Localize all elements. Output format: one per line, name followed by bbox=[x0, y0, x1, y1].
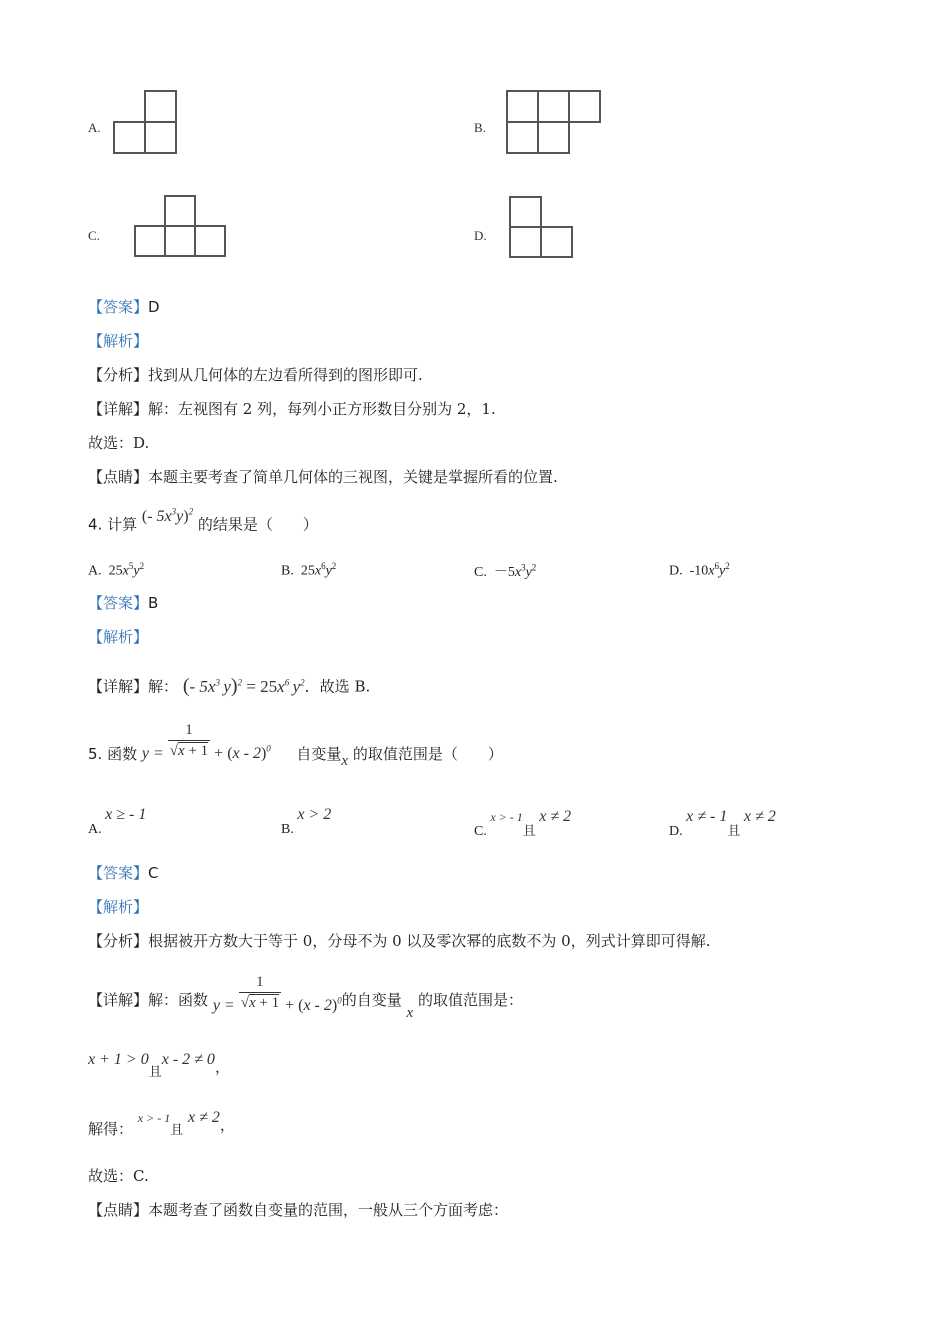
stem-expression: (- $5x^3y)^2$ bbox=[141, 507, 194, 526]
cube-view-b-icon bbox=[505, 89, 603, 155]
q4-option-b[interactable]: B. $25x^6y^2$ bbox=[281, 561, 337, 579]
q5-stem bbox=[88, 720, 503, 770]
q4-detail-line bbox=[88, 672, 370, 697]
question-number: 5. bbox=[88, 745, 103, 763]
answer-value: D bbox=[148, 298, 160, 316]
q4-answer-line bbox=[88, 593, 158, 613]
stem-mid: 自变量 bbox=[296, 745, 342, 763]
q3-fenxi-line bbox=[88, 365, 423, 385]
detail-function: y = $\frac{1}{√x + 1}$ + (x - 2)$^0$ bbox=[212, 974, 342, 1015]
condition-1: x + 1 > 0 bbox=[88, 1051, 149, 1068]
cube-view-a-icon bbox=[112, 89, 180, 155]
answer-tag: 【答案】 bbox=[88, 864, 149, 882]
solve-pre: 解得： bbox=[88, 1120, 134, 1138]
q5-fenxi-line bbox=[88, 931, 711, 951]
stem-post: 的取值范围是（ ） bbox=[352, 745, 503, 763]
fenxi-tag: 【分析】 bbox=[88, 932, 149, 950]
q5-detail-line bbox=[88, 972, 523, 1024]
comment-tag: 【点睛】 bbox=[88, 468, 149, 486]
q5-analysis-line bbox=[88, 897, 148, 917]
cube-view-d-icon bbox=[508, 195, 574, 259]
fenxi-tag: 【分析】 bbox=[88, 366, 149, 384]
answer-value: B bbox=[148, 594, 159, 612]
q5-solve-line: 解得： x > - 1且 x ≠ 2， bbox=[88, 1109, 235, 1138]
q3-option-c-label: C. bbox=[88, 228, 100, 243]
analysis-tag: 【解析】 bbox=[88, 628, 149, 646]
fenxi-text: 根据被开方数大于等于 0，分母不为 0 以及零次幂的底数不为 0，列式计算即可得解. bbox=[148, 932, 711, 950]
condition-2: x - 2 ≠ 0 bbox=[161, 1051, 215, 1068]
q4-stem bbox=[88, 507, 318, 535]
q4-option-d[interactable]: D. $-10x^6y^2$ bbox=[669, 561, 730, 579]
stem-variable: x bbox=[341, 753, 349, 769]
q5-choose-line: 故选：C. bbox=[88, 1167, 149, 1185]
q3-option-a-label: A. bbox=[88, 120, 101, 135]
comment-text: 本题考查了函数自变量的范围，一般从三个方面考虑： bbox=[148, 1201, 509, 1219]
cube-view-c-icon bbox=[133, 194, 229, 258]
q5-comment-line bbox=[88, 1200, 508, 1220]
q3-answer-line bbox=[88, 297, 160, 317]
q5-option-d[interactable]: D. x ≠ - 1且 x ≠ 2 bbox=[669, 808, 776, 839]
q3-choose-line: 故选：D. bbox=[88, 434, 150, 452]
detail-post: ．故选 B. bbox=[304, 677, 371, 696]
detail-variable: x bbox=[406, 1005, 414, 1021]
q5-option-c[interactable]: C. x > - 1且 x ≠ 2 bbox=[474, 808, 572, 839]
detail-pre: 解：函数 bbox=[148, 991, 209, 1009]
answer-value: C bbox=[148, 864, 159, 882]
q5-condition-line: x + 1 > 0且x - 2 ≠ 0， bbox=[88, 1051, 230, 1080]
analysis-tag: 【解析】 bbox=[88, 332, 149, 350]
stem-function: y = $\frac{1}{√x + 1}$ + (x - 2)$^0$ bbox=[141, 722, 271, 763]
q5-option-a[interactable]: A. x ≥ - 1 bbox=[88, 806, 147, 837]
detail-mid: 的自变量 bbox=[341, 991, 402, 1009]
q3-option-b-label: B. bbox=[474, 120, 486, 135]
comment-tag: 【点睛】 bbox=[88, 1201, 149, 1219]
analysis-tag: 【解析】 bbox=[88, 898, 149, 916]
question-number: 4. bbox=[88, 515, 103, 534]
detail-tag: 【详解】 bbox=[88, 991, 149, 1009]
stem-post: 的结果是（ ） bbox=[197, 515, 318, 534]
solve-2: x ≠ 2 bbox=[188, 1109, 220, 1126]
q4-option-a[interactable]: A. $25x^5y^2$ bbox=[88, 561, 145, 579]
detail-tag: 【详解】 bbox=[88, 677, 149, 696]
comment-text: 本题主要考查了简单几何体的三视图，关键是掌握所看的位置. bbox=[148, 468, 558, 486]
answer-tag: 【答案】 bbox=[88, 594, 149, 612]
q3-comment-line bbox=[88, 467, 558, 487]
detail-text: 解：左视图有 2 列，每列小正方形数目分别为 2，1. bbox=[148, 400, 496, 418]
stem-pre: 计算 bbox=[107, 515, 138, 534]
solve-1: x > - 1 bbox=[137, 1111, 171, 1125]
q4-analysis-line bbox=[88, 627, 148, 647]
detail-post: 的取值范围是： bbox=[417, 991, 523, 1009]
detail-expression: (- $5x^3$ $y)^2 = 25x^6$ $y^2$ bbox=[182, 674, 305, 697]
q4-option-c[interactable]: C. $-5x^3y^2$ bbox=[474, 562, 537, 580]
q5-answer-line bbox=[88, 863, 159, 883]
stem-pre: 函数 bbox=[107, 745, 138, 763]
detail-tag: 【详解】 bbox=[88, 400, 149, 418]
q5-option-b[interactable]: B. x > 2 bbox=[281, 806, 332, 837]
q3-option-d-label: D. bbox=[474, 228, 487, 243]
fenxi-text: 找到从几何体的左边看所得到的图形即可. bbox=[148, 366, 423, 384]
q3-detail-line bbox=[88, 399, 496, 419]
detail-pre: 解： bbox=[148, 677, 179, 696]
answer-tag: 【答案】 bbox=[88, 298, 149, 316]
q3-analysis-line bbox=[88, 331, 148, 351]
